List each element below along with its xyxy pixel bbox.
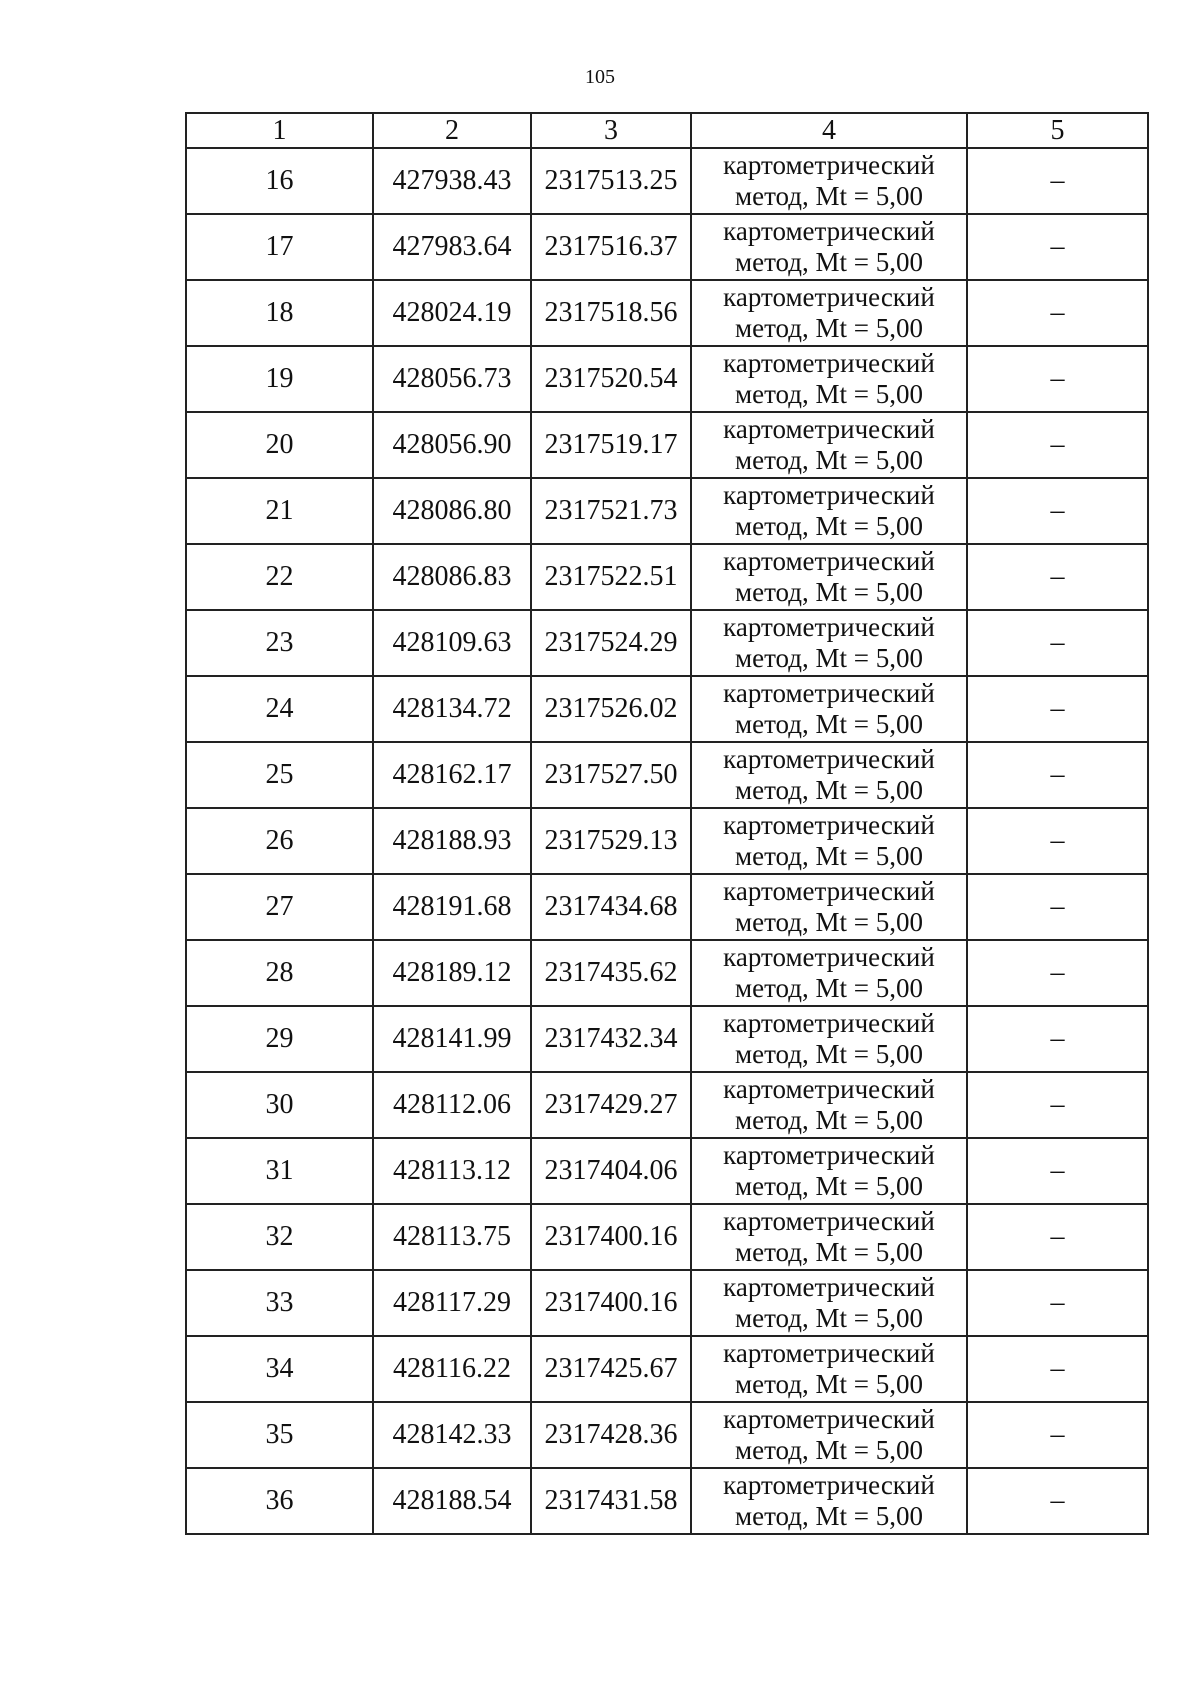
point-number-cell: 22 <box>186 544 373 610</box>
method-line-1: картометрический <box>723 1470 935 1500</box>
table-row <box>186 412 1148 478</box>
method-line-2: метод, Mt = 5,00 <box>735 907 923 937</box>
method-line-1: картометрический <box>723 810 935 840</box>
method-cell <box>691 1204 967 1270</box>
point-number-cell: 25 <box>186 742 373 808</box>
method-line-1: картометрический <box>723 480 935 510</box>
method-line-1: картометрический <box>723 546 935 576</box>
method-line-1: картометрический <box>723 678 935 708</box>
method-line-2: метод, Mt = 5,00 <box>735 1501 923 1531</box>
method-line-2: метод, Mt = 5,00 <box>735 445 923 475</box>
method-cell <box>691 940 967 1006</box>
note-cell: – <box>967 412 1148 478</box>
x-coordinate-cell: 428117.29 <box>373 1270 531 1336</box>
method-line-2: метод, Mt = 5,00 <box>735 643 923 673</box>
method-line-1: картометрический <box>723 282 935 312</box>
note-cell: – <box>967 1138 1148 1204</box>
y-coordinate-cell: 2317521.73 <box>531 478 691 544</box>
y-coordinate-cell: 2317529.13 <box>531 808 691 874</box>
y-coordinate-cell: 2317432.34 <box>531 1006 691 1072</box>
y-coordinate-cell: 2317516.37 <box>531 214 691 280</box>
method-cell <box>691 676 967 742</box>
point-number-cell: 19 <box>186 346 373 412</box>
point-number-cell: 29 <box>186 1006 373 1072</box>
note-cell: – <box>967 1402 1148 1468</box>
point-number-cell: 30 <box>186 1072 373 1138</box>
y-coordinate-cell: 2317527.50 <box>531 742 691 808</box>
x-coordinate-cell: 427983.64 <box>373 214 531 280</box>
x-coordinate-cell: 428188.93 <box>373 808 531 874</box>
table-body <box>186 148 1148 1534</box>
method-cell <box>691 1336 967 1402</box>
point-number-cell: 35 <box>186 1402 373 1468</box>
x-coordinate-cell: 428113.12 <box>373 1138 531 1204</box>
x-coordinate-cell: 428188.54 <box>373 1468 531 1534</box>
method-line-1: картометрический <box>723 744 935 774</box>
point-number-cell: 36 <box>186 1468 373 1534</box>
method-line-2: метод, Mt = 5,00 <box>735 841 923 871</box>
table-row <box>186 808 1148 874</box>
method-line-1: картометрический <box>723 1272 935 1302</box>
x-coordinate-cell: 428191.68 <box>373 874 531 940</box>
note-cell: – <box>967 478 1148 544</box>
note-cell: – <box>967 940 1148 1006</box>
method-line-1: картометрический <box>723 1140 935 1170</box>
table-row <box>186 1204 1148 1270</box>
method-line-1: картометрический <box>723 1404 935 1434</box>
method-cell <box>691 742 967 808</box>
x-coordinate-cell: 428142.33 <box>373 1402 531 1468</box>
method-line-1: картометрический <box>723 876 935 906</box>
table-row <box>186 214 1148 280</box>
method-cell <box>691 1402 967 1468</box>
point-number-cell: 21 <box>186 478 373 544</box>
x-coordinate-cell: 428189.12 <box>373 940 531 1006</box>
header-cell-5: 5 <box>967 113 1148 148</box>
point-number-cell: 20 <box>186 412 373 478</box>
table-row <box>186 676 1148 742</box>
table-row <box>186 1072 1148 1138</box>
method-cell <box>691 1138 967 1204</box>
x-coordinate-cell: 428113.75 <box>373 1204 531 1270</box>
point-number-cell: 16 <box>186 148 373 214</box>
y-coordinate-cell: 2317404.06 <box>531 1138 691 1204</box>
method-cell <box>691 1072 967 1138</box>
y-coordinate-cell: 2317522.51 <box>531 544 691 610</box>
x-coordinate-cell: 428141.99 <box>373 1006 531 1072</box>
point-number-cell: 34 <box>186 1336 373 1402</box>
table-row <box>186 1336 1148 1402</box>
table-row <box>186 1402 1148 1468</box>
x-coordinate-cell: 428024.19 <box>373 280 531 346</box>
table-row <box>186 280 1148 346</box>
page-number: 105 <box>585 66 615 88</box>
y-coordinate-cell: 2317400.16 <box>531 1270 691 1336</box>
method-line-1: картометрический <box>723 150 935 180</box>
y-coordinate-cell: 2317429.27 <box>531 1072 691 1138</box>
y-coordinate-cell: 2317434.68 <box>531 874 691 940</box>
method-cell <box>691 1270 967 1336</box>
table-row <box>186 940 1148 1006</box>
x-coordinate-cell: 428056.90 <box>373 412 531 478</box>
method-cell <box>691 1468 967 1534</box>
method-cell <box>691 478 967 544</box>
table-row <box>186 1468 1148 1534</box>
y-coordinate-cell: 2317524.29 <box>531 610 691 676</box>
method-line-1: картометрический <box>723 414 935 444</box>
y-coordinate-cell: 2317400.16 <box>531 1204 691 1270</box>
table-row <box>186 1006 1148 1072</box>
x-coordinate-cell: 428056.73 <box>373 346 531 412</box>
y-coordinate-cell: 2317425.67 <box>531 1336 691 1402</box>
method-line-2: метод, Mt = 5,00 <box>735 1237 923 1267</box>
x-coordinate-cell: 428112.06 <box>373 1072 531 1138</box>
x-coordinate-cell: 428162.17 <box>373 742 531 808</box>
point-number-cell: 24 <box>186 676 373 742</box>
x-coordinate-cell: 428086.83 <box>373 544 531 610</box>
x-coordinate-cell: 428134.72 <box>373 676 531 742</box>
note-cell: – <box>967 214 1148 280</box>
table-row <box>186 1270 1148 1336</box>
point-number-cell: 27 <box>186 874 373 940</box>
y-coordinate-cell: 2317518.56 <box>531 280 691 346</box>
table-row <box>186 874 1148 940</box>
method-line-1: картометрический <box>723 1338 935 1368</box>
method-cell <box>691 214 967 280</box>
note-cell: – <box>967 676 1148 742</box>
method-line-2: метод, Mt = 5,00 <box>735 181 923 211</box>
note-cell: – <box>967 874 1148 940</box>
table-header <box>186 113 1148 148</box>
method-cell <box>691 412 967 478</box>
method-line-2: метод, Mt = 5,00 <box>735 1435 923 1465</box>
y-coordinate-cell: 2317513.25 <box>531 148 691 214</box>
table-row <box>186 346 1148 412</box>
method-cell <box>691 808 967 874</box>
method-line-1: картометрический <box>723 942 935 972</box>
method-line-1: картометрический <box>723 1008 935 1038</box>
table-row <box>186 478 1148 544</box>
note-cell: – <box>967 1204 1148 1270</box>
note-cell: – <box>967 610 1148 676</box>
note-cell: – <box>967 1270 1148 1336</box>
point-number-cell: 17 <box>186 214 373 280</box>
y-coordinate-cell: 2317526.02 <box>531 676 691 742</box>
header-cell-1: 1 <box>186 113 373 148</box>
method-line-2: метод, Mt = 5,00 <box>735 1303 923 1333</box>
method-line-1: картометрический <box>723 1074 935 1104</box>
method-cell <box>691 280 967 346</box>
header-cell-4: 4 <box>691 113 967 148</box>
method-line-1: картометрический <box>723 1206 935 1236</box>
method-line-2: метод, Mt = 5,00 <box>735 1105 923 1135</box>
method-line-2: метод, Mt = 5,00 <box>735 973 923 1003</box>
method-cell <box>691 148 967 214</box>
note-cell: – <box>967 148 1148 214</box>
method-line-2: метод, Mt = 5,00 <box>735 775 923 805</box>
y-coordinate-cell: 2317431.58 <box>531 1468 691 1534</box>
point-number-cell: 18 <box>186 280 373 346</box>
table-row <box>186 610 1148 676</box>
method-line-1: картометрический <box>723 348 935 378</box>
y-coordinate-cell: 2317435.62 <box>531 940 691 1006</box>
method-line-1: картометрический <box>723 612 935 642</box>
y-coordinate-cell: 2317519.17 <box>531 412 691 478</box>
x-coordinate-cell: 428109.63 <box>373 610 531 676</box>
y-coordinate-cell: 2317520.54 <box>531 346 691 412</box>
method-line-2: метод, Mt = 5,00 <box>735 577 923 607</box>
note-cell: – <box>967 1336 1148 1402</box>
table-row <box>186 544 1148 610</box>
point-number-cell: 28 <box>186 940 373 1006</box>
point-number-cell: 31 <box>186 1138 373 1204</box>
note-cell: – <box>967 544 1148 610</box>
table-row <box>186 1138 1148 1204</box>
method-line-2: метод, Mt = 5,00 <box>735 313 923 343</box>
method-cell <box>691 544 967 610</box>
coordinates-table <box>185 112 1149 1535</box>
note-cell: – <box>967 742 1148 808</box>
note-cell: – <box>967 280 1148 346</box>
note-cell: – <box>967 346 1148 412</box>
method-cell <box>691 1006 967 1072</box>
method-line-2: метод, Mt = 5,00 <box>735 1369 923 1399</box>
method-line-2: метод, Mt = 5,00 <box>735 1171 923 1201</box>
method-cell <box>691 874 967 940</box>
x-coordinate-cell: 428116.22 <box>373 1336 531 1402</box>
note-cell: – <box>967 1468 1148 1534</box>
x-coordinate-cell: 427938.43 <box>373 148 531 214</box>
method-line-2: метод, Mt = 5,00 <box>735 511 923 541</box>
x-coordinate-cell: 428086.80 <box>373 478 531 544</box>
method-line-1: картометрический <box>723 216 935 246</box>
point-number-cell: 33 <box>186 1270 373 1336</box>
header-cell-2: 2 <box>373 113 531 148</box>
note-cell: – <box>967 808 1148 874</box>
note-cell: – <box>967 1072 1148 1138</box>
table-row <box>186 148 1148 214</box>
y-coordinate-cell: 2317428.36 <box>531 1402 691 1468</box>
method-cell <box>691 346 967 412</box>
point-number-cell: 32 <box>186 1204 373 1270</box>
point-number-cell: 23 <box>186 610 373 676</box>
method-line-2: метод, Mt = 5,00 <box>735 1039 923 1069</box>
table-row <box>186 742 1148 808</box>
point-number-cell: 26 <box>186 808 373 874</box>
header-cell-3: 3 <box>531 113 691 148</box>
header-row <box>186 113 1148 148</box>
method-line-2: метод, Mt = 5,00 <box>735 709 923 739</box>
method-line-2: метод, Mt = 5,00 <box>735 247 923 277</box>
note-cell: – <box>967 1006 1148 1072</box>
method-cell <box>691 610 967 676</box>
method-line-2: метод, Mt = 5,00 <box>735 379 923 409</box>
